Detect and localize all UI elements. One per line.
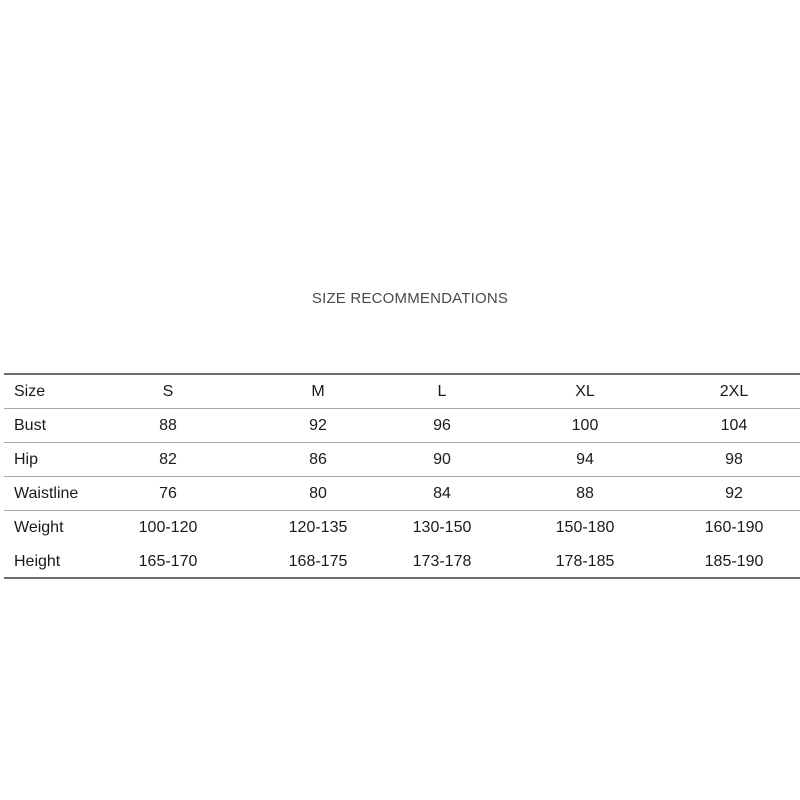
row-label: Hip xyxy=(14,451,39,468)
row-label: Weight xyxy=(14,519,64,536)
header-cell-l: L xyxy=(437,383,447,400)
table-cell: 76 xyxy=(159,485,177,502)
header-cell-xl: XL xyxy=(575,383,595,400)
table-cell: 165-170 xyxy=(138,553,198,570)
table-cell: 173-178 xyxy=(412,553,472,570)
table-row-weight xyxy=(4,511,800,545)
page-title: SIZE RECOMMENDATIONS xyxy=(311,290,509,307)
size-table xyxy=(4,373,800,579)
table-cell: 98 xyxy=(725,451,743,468)
table-row-bust xyxy=(4,409,800,443)
table-cell: 130-150 xyxy=(412,519,472,536)
table-cell: 84 xyxy=(433,485,451,502)
table-cell: 150-180 xyxy=(555,519,615,536)
header-cell-2xl: 2XL xyxy=(719,383,749,400)
row-label: Waistline xyxy=(14,485,79,502)
row-label: Height xyxy=(14,553,61,570)
table-row-hip xyxy=(4,443,800,477)
table-cell: 94 xyxy=(576,451,594,468)
table-cell: 86 xyxy=(309,451,327,468)
table-cell: 178-185 xyxy=(555,553,615,570)
table-cell: 120-135 xyxy=(288,519,348,536)
header-cell-size: Size xyxy=(14,383,46,400)
table-cell: 160-190 xyxy=(704,519,764,536)
table-cell: 88 xyxy=(576,485,594,502)
table-cell: 168-175 xyxy=(288,553,348,570)
table-cell: 185-190 xyxy=(704,553,764,570)
header-cell-m: M xyxy=(311,383,325,400)
table-cell: 100 xyxy=(571,417,599,434)
table-cell: 92 xyxy=(725,485,743,502)
table-cell: 92 xyxy=(309,417,327,434)
row-label: Bust xyxy=(14,417,47,434)
header-cell-s: S xyxy=(162,383,174,400)
table-cell: 82 xyxy=(159,451,177,468)
table-row-height xyxy=(4,545,800,577)
table-cell: 100-120 xyxy=(138,519,198,536)
table-cell: 80 xyxy=(309,485,327,502)
table-row-waistline xyxy=(4,477,800,511)
table-cell: 90 xyxy=(433,451,451,468)
table-header-row xyxy=(4,375,800,409)
table-cell: 96 xyxy=(433,417,451,434)
table-cell: 88 xyxy=(159,417,177,434)
table-cell: 104 xyxy=(720,417,748,434)
